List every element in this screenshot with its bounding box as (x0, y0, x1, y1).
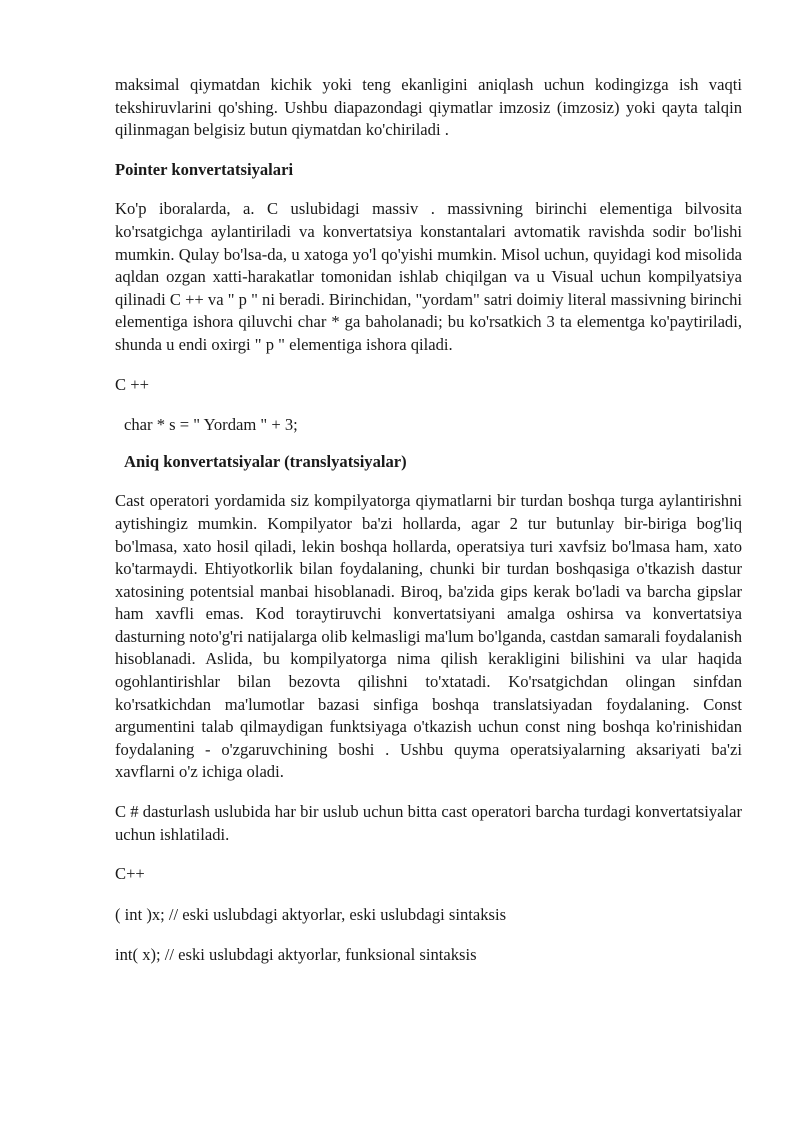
code-line: char * s = " Yordam " + 3; (124, 415, 298, 435)
heading-pointer-conversions: Pointer konvertatsiyalari (115, 159, 294, 179)
heading-explicit-conversions: Aniq konvertatsiyalar (translyatsiyalar) (124, 451, 407, 471)
code-line: ( int )x; // eski uslubdagi aktyorlar, eski uslubdagi sintaksis (115, 904, 507, 924)
code-language-label: C ++ (115, 374, 149, 394)
paragraph-csharp-cast: C # dasturlash uslubida har bir uslub uchun bitta cast operatori barcha turdagi konvertatsiyalar uchun ishlatiladi. (115, 802, 742, 844)
paragraph-pointer-conversions: Ko'p iboralarda, a. C uslubidagi massiv . massivning birinchi elementiga bilvosita ko'rsatgichga aylantiriladi va konvertatsiya konstantalari avtomatik ravishda sodir bo'lishi mumkin. Qulay bo'lsa-da, u xatoga yo'l qo'yishi mumkin. Misol uchun, quyidagi kod misolida aqldan ozgan xatti-harakatlar tomonidan ishlab chiqilgan va u Visual uchun kompilyatsiya qilinadi C ++ va " p " ni beradi. Birinchidan, "yordam" satri doimiy literal massivning birinchi elementiga ishora qiluvchi char * ga baholanadi; bu ko'rsatkich 3 ta elementga ko'paytiriladi, shunda u endi oxirgi " p " elementiga ishora qiladi. (115, 199, 742, 354)
document-page (115, 74, 742, 984)
code-line: int( x); // eski uslubdagi aktyorlar, funksional sintaksis (115, 945, 477, 965)
paragraph-cast-operator: Cast operatori yordamida siz kompilyatorga qiymatlarni bir turdan boshqa turga aylantirishni aytishingiz mumkin. Kompilyator ba'zi hollarda, agar 2 tur butunlay bir-biriga bog'liq bo'lmasa, xato hosil qiladi, lekin boshqa hollarda, operatsiya turi xavfsiz bo'lmasa ham, xato ko'tarmaydi. Ehtiyotkorlik bilan foydalaning, chunki bir turdan boshqasiga o'tkazish dastur xatosining potentsial manbai hisoblanadi. Biroq, ba'zida gips kerak bo'ladi va barcha gipslar ham xavfli emas. Kod toraytiruvchi konvertatsiyani amalga oshirsa va konvertatsiya dasturning noto'g'ri natijalarga olib kelmasligi ma'lum bo'lganda, castdan samarali foydalanish hisoblanadi. Aslida, bu kompilyatorga nima qilish kerakligini bilishini va ular haqida ogohlantirishlar bilan bezovta qilishni to'xtatadi. Ko'rsatgichdan olingan sinfdan ko'rsatkichdan ma'lumotlar bazasi sinfiga boshqa translatsiyadan foydalaning. Const argumentini talab qilmaydigan funktsiyaga o'tkazish uchun const ning boshqa ko'rinishidan foydalaning - o'zgaruvchining boshi . Ushbu quyma operatsiyalarning aksariyati ba'zi xavflarni o'z ichiga oladi. (115, 491, 742, 782)
paragraph-intro: maksimal qiymatdan kichik yoki teng ekanligini aniqlash uchun kodingizga ish vaqti tekshiruvlarini qo'shing. Ushbu diapazondagi qiymatlar imzosiz (imzosiz) yoki qayta talqin qilinmagan belgisiz butun qiymatdan ko'chiriladi . (115, 75, 742, 140)
code-language-label: C++ (115, 864, 145, 884)
